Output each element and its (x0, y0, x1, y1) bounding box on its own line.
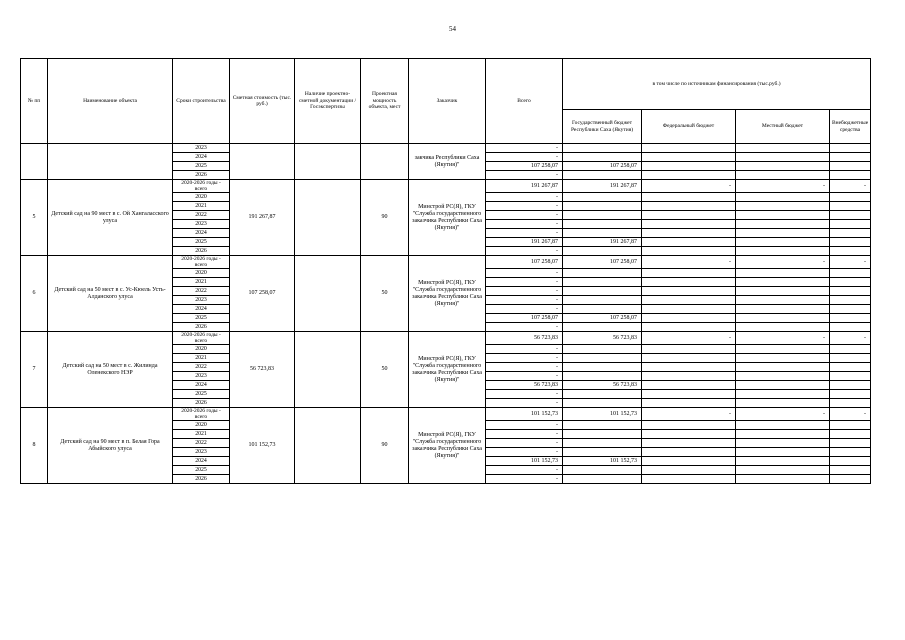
total-cell: - (486, 296, 563, 305)
all-total: 101 152,73 (486, 408, 563, 421)
header-total: Всего (486, 59, 563, 144)
federal-cell (642, 399, 736, 408)
state-cell (563, 220, 642, 229)
year-cell: 2024 (173, 381, 230, 390)
project-capacity: 90 (361, 408, 409, 484)
federal-cell (642, 466, 736, 475)
year-cell: 2024 (173, 305, 230, 314)
federal-cell (642, 345, 736, 354)
local-cell (736, 171, 830, 180)
header-estimate: Сметная стоимость (тыс. руб.) (230, 59, 295, 144)
project-no: 6 (21, 256, 48, 332)
total-cell: - (486, 171, 563, 180)
local-cell (736, 363, 830, 372)
extra-cell (830, 220, 871, 229)
project-no: 5 (21, 180, 48, 256)
state-cell (563, 171, 642, 180)
federal-cell (642, 430, 736, 439)
total-cell: - (486, 475, 563, 484)
project-docs (295, 332, 361, 408)
project-capacity: 50 (361, 256, 409, 332)
total-cell: - (486, 247, 563, 256)
extra-cell (830, 457, 871, 466)
carry-capacity-cell (361, 144, 409, 180)
project-name: Детский сад на 90 мест в с. Ой Хангаласского улуса (48, 180, 173, 256)
year-cell: 2020 (173, 421, 230, 430)
local-cell (736, 220, 830, 229)
local-cell (736, 448, 830, 457)
year-cell: 2022 (173, 211, 230, 220)
all-state: 191 267,87 (563, 180, 642, 193)
year-cell: 2026 (173, 323, 230, 332)
carry-name-cell (48, 144, 173, 180)
extra-cell (830, 296, 871, 305)
year-cell: 2023 (173, 448, 230, 457)
carry-docs-cell (295, 144, 361, 180)
total-cell: - (486, 153, 563, 162)
year-cell: 2026 (173, 247, 230, 256)
total-cell: - (486, 211, 563, 220)
federal-cell (642, 278, 736, 287)
carry-no-cell (21, 144, 48, 180)
project-customer: Минстрой РС(Я), ГКУ "Служба государственного заказчика Республики Саха (Якутия)" (409, 408, 486, 484)
header-local: Местный бюджет (736, 110, 830, 144)
state-cell (563, 475, 642, 484)
local-cell (736, 278, 830, 287)
extra-cell (830, 430, 871, 439)
federal-cell (642, 439, 736, 448)
total-cell: - (486, 305, 563, 314)
federal-cell (642, 220, 736, 229)
extra-cell (830, 372, 871, 381)
state-cell (563, 305, 642, 314)
total-cell: - (486, 399, 563, 408)
year-cell: 2020 (173, 269, 230, 278)
extra-cell (830, 381, 871, 390)
extra-cell (830, 323, 871, 332)
total-cell: - (486, 430, 563, 439)
federal-cell (642, 421, 736, 430)
federal-cell (642, 381, 736, 390)
state-cell: 56 723,83 (563, 381, 642, 390)
local-cell (736, 269, 830, 278)
project-docs (295, 256, 361, 332)
federal-cell (642, 193, 736, 202)
local-cell (736, 153, 830, 162)
local-cell (736, 466, 830, 475)
all-federal: - (642, 180, 736, 193)
header-no: № пп (21, 59, 48, 144)
all-federal: - (642, 332, 736, 345)
total-cell: 191 267,87 (486, 238, 563, 247)
carry-row (21, 144, 871, 153)
total-cell: - (486, 323, 563, 332)
extra-cell (830, 390, 871, 399)
extra-cell (830, 305, 871, 314)
header-row (21, 59, 871, 110)
state-cell (563, 421, 642, 430)
project-docs (295, 408, 361, 484)
extra-cell (830, 466, 871, 475)
extra-cell (830, 448, 871, 457)
year-cell: 2024 (173, 229, 230, 238)
federal-cell (642, 457, 736, 466)
local-cell (736, 238, 830, 247)
local-cell (736, 287, 830, 296)
extra-cell (830, 269, 871, 278)
total-cell: - (486, 229, 563, 238)
year-cell: 2023 (173, 372, 230, 381)
project-estimate: 101 152,73 (230, 408, 295, 484)
total-cell: - (486, 439, 563, 448)
federal-cell (642, 144, 736, 153)
all-years-label: 2020-2026 годы - всего (173, 332, 230, 345)
year-cell: 2020 (173, 193, 230, 202)
federal-cell (642, 323, 736, 332)
project-capacity: 50 (361, 332, 409, 408)
all-years-label: 2020-2026 годы - всего (173, 408, 230, 421)
total-cell: 107 258,07 (486, 162, 563, 171)
total-cell: 107 258,07 (486, 314, 563, 323)
local-cell (736, 345, 830, 354)
state-cell: 107 258,07 (563, 314, 642, 323)
federal-cell (642, 269, 736, 278)
state-cell (563, 211, 642, 220)
extra-cell (830, 193, 871, 202)
total-cell: - (486, 144, 563, 153)
year-cell: 2025 (173, 238, 230, 247)
total-cell: - (486, 466, 563, 475)
all-total: 107 258,07 (486, 256, 563, 269)
federal-cell (642, 211, 736, 220)
all-federal: - (642, 408, 736, 421)
year-cell: 2024 (173, 457, 230, 466)
year-cell: 2026 (173, 399, 230, 408)
all-extra: - (830, 408, 871, 421)
all-local: - (736, 256, 830, 269)
project-name: Детский сад на 50 мест в с. Жилинда Оленекского НЭР (48, 332, 173, 408)
federal-cell (642, 202, 736, 211)
total-cell: - (486, 354, 563, 363)
year-cell: 2024 (173, 153, 230, 162)
federal-cell (642, 363, 736, 372)
page-number: 54 (449, 25, 456, 33)
state-cell (563, 144, 642, 153)
local-cell (736, 162, 830, 171)
total-cell: - (486, 287, 563, 296)
extra-cell (830, 399, 871, 408)
total-cell: - (486, 390, 563, 399)
state-cell (563, 466, 642, 475)
state-cell: 101 152,73 (563, 457, 642, 466)
all-state: 56 723,83 (563, 332, 642, 345)
extra-cell (830, 144, 871, 153)
extra-cell (830, 363, 871, 372)
state-cell (563, 269, 642, 278)
all-years-label: 2020-2026 годы - всего (173, 180, 230, 193)
all-state: 101 152,73 (563, 408, 642, 421)
year-cell: 2021 (173, 354, 230, 363)
state-cell (563, 399, 642, 408)
carry-estimate-cell (230, 144, 295, 180)
year-cell: 2022 (173, 439, 230, 448)
local-cell (736, 475, 830, 484)
financing-table (20, 58, 871, 484)
extra-cell (830, 162, 871, 171)
state-cell (563, 247, 642, 256)
state-cell (563, 448, 642, 457)
carry-customer-cell: закчика Республики Саха (Якутия)" (409, 144, 486, 180)
project-estimate: 56 723,83 (230, 332, 295, 408)
federal-cell (642, 287, 736, 296)
extra-cell (830, 238, 871, 247)
extra-cell (830, 314, 871, 323)
extra-cell (830, 229, 871, 238)
all-extra: - (830, 180, 871, 193)
total-cell: - (486, 220, 563, 229)
extra-cell (830, 439, 871, 448)
all-extra: - (830, 332, 871, 345)
total-cell: - (486, 421, 563, 430)
state-cell (563, 430, 642, 439)
all-local: - (736, 180, 830, 193)
extra-cell (830, 354, 871, 363)
local-cell (736, 372, 830, 381)
year-cell: 2025 (173, 390, 230, 399)
state-cell (563, 354, 642, 363)
year-cell: 2022 (173, 287, 230, 296)
federal-cell (642, 372, 736, 381)
all-total: 56 723,83 (486, 332, 563, 345)
project-customer: Минстрой РС(Я), ГКУ "Служба государственного заказчика Республики Саха (Якутия)" (409, 180, 486, 256)
header-term: Сроки строительства (173, 59, 230, 144)
year-cell: 2023 (173, 296, 230, 305)
all-total: 191 267,87 (486, 180, 563, 193)
local-cell (736, 305, 830, 314)
local-cell (736, 381, 830, 390)
local-cell (736, 314, 830, 323)
federal-cell (642, 247, 736, 256)
total-cell: - (486, 345, 563, 354)
all-local: - (736, 408, 830, 421)
extra-cell (830, 278, 871, 287)
local-cell (736, 399, 830, 408)
year-cell: 2026 (173, 475, 230, 484)
local-cell (736, 457, 830, 466)
extra-cell (830, 287, 871, 296)
year-cell: 2020 (173, 345, 230, 354)
federal-cell (642, 314, 736, 323)
federal-cell (642, 229, 736, 238)
project-no: 8 (21, 408, 48, 484)
local-cell (736, 421, 830, 430)
header-capacity: Проектная мощность объекта, мест (361, 59, 409, 144)
extra-cell (830, 211, 871, 220)
header-state: Государственный бюджет Республики Саха (Якутия) (563, 110, 642, 144)
total-cell: - (486, 448, 563, 457)
local-cell (736, 202, 830, 211)
header-federal: Федеральный бюджет (642, 110, 736, 144)
state-cell (563, 363, 642, 372)
extra-cell (830, 345, 871, 354)
total-cell: - (486, 269, 563, 278)
state-cell (563, 287, 642, 296)
all-federal: - (642, 256, 736, 269)
total-cell: - (486, 372, 563, 381)
local-cell (736, 144, 830, 153)
all-local: - (736, 332, 830, 345)
project-name: Детский сад на 90 мест в п. Белая Гора Абыйского улуса (48, 408, 173, 484)
federal-cell (642, 153, 736, 162)
state-cell (563, 390, 642, 399)
state-cell: 191 267,87 (563, 238, 642, 247)
project-estimate: 191 267,87 (230, 180, 295, 256)
all-extra: - (830, 256, 871, 269)
local-cell (736, 296, 830, 305)
year-cell: 2026 (173, 171, 230, 180)
local-cell (736, 229, 830, 238)
total-cell: 56 723,83 (486, 381, 563, 390)
year-cell: 2025 (173, 162, 230, 171)
federal-cell (642, 448, 736, 457)
year-cell: 2023 (173, 144, 230, 153)
state-cell: 107 258,07 (563, 162, 642, 171)
state-cell (563, 202, 642, 211)
all-years-label: 2020-2026 годы - всего (173, 256, 230, 269)
federal-cell (642, 305, 736, 314)
local-cell (736, 193, 830, 202)
local-cell (736, 439, 830, 448)
state-cell (563, 345, 642, 354)
total-cell: 101 152,73 (486, 457, 563, 466)
year-cell: 2025 (173, 466, 230, 475)
header-name: Наименование объекта (48, 59, 173, 144)
year-cell: 2023 (173, 220, 230, 229)
year-cell: 2025 (173, 314, 230, 323)
total-cell: - (486, 363, 563, 372)
header-docs: Наличие проектно-сметной документации /Госэкспертизы (295, 59, 361, 144)
federal-cell (642, 238, 736, 247)
local-cell (736, 390, 830, 399)
local-cell (736, 211, 830, 220)
federal-cell (642, 390, 736, 399)
extra-cell (830, 202, 871, 211)
header-extra: Внебюджетные средства (830, 110, 871, 144)
total-cell: - (486, 202, 563, 211)
project-capacity: 90 (361, 180, 409, 256)
state-cell (563, 372, 642, 381)
extra-cell (830, 153, 871, 162)
federal-cell (642, 171, 736, 180)
year-cell: 2021 (173, 278, 230, 287)
extra-cell (830, 475, 871, 484)
year-cell: 2021 (173, 202, 230, 211)
state-cell (563, 278, 642, 287)
state-cell (563, 229, 642, 238)
local-cell (736, 247, 830, 256)
local-cell (736, 354, 830, 363)
total-cell: - (486, 278, 563, 287)
project-customer: Минстрой РС(Я), ГКУ "Служба государственного заказчика Республики Саха (Якутия)" (409, 256, 486, 332)
project-name: Детский сад на 50 мест в с. Ус-Кюель Усть-Алданского улуса (48, 256, 173, 332)
state-cell (563, 323, 642, 332)
state-cell (563, 193, 642, 202)
header-customer: Заказчик (409, 59, 486, 144)
extra-cell (830, 171, 871, 180)
all-state: 107 258,07 (563, 256, 642, 269)
total-cell: - (486, 193, 563, 202)
project-estimate: 107 258,07 (230, 256, 295, 332)
local-cell (736, 323, 830, 332)
local-cell (736, 430, 830, 439)
federal-cell (642, 354, 736, 363)
state-cell (563, 153, 642, 162)
state-cell (563, 439, 642, 448)
federal-cell (642, 296, 736, 305)
federal-cell (642, 162, 736, 171)
extra-cell (830, 247, 871, 256)
state-cell (563, 296, 642, 305)
federal-cell (642, 475, 736, 484)
project-no: 7 (21, 332, 48, 408)
year-cell: 2021 (173, 430, 230, 439)
project-customer: Минстрой РС(Я), ГКУ "Служба государственного заказчика Республики Саха (Якутия)" (409, 332, 486, 408)
year-cell: 2022 (173, 363, 230, 372)
project-docs (295, 180, 361, 256)
header-incl: в том числе по источникам финансирования (тыс.руб.) (563, 59, 871, 110)
extra-cell (830, 421, 871, 430)
